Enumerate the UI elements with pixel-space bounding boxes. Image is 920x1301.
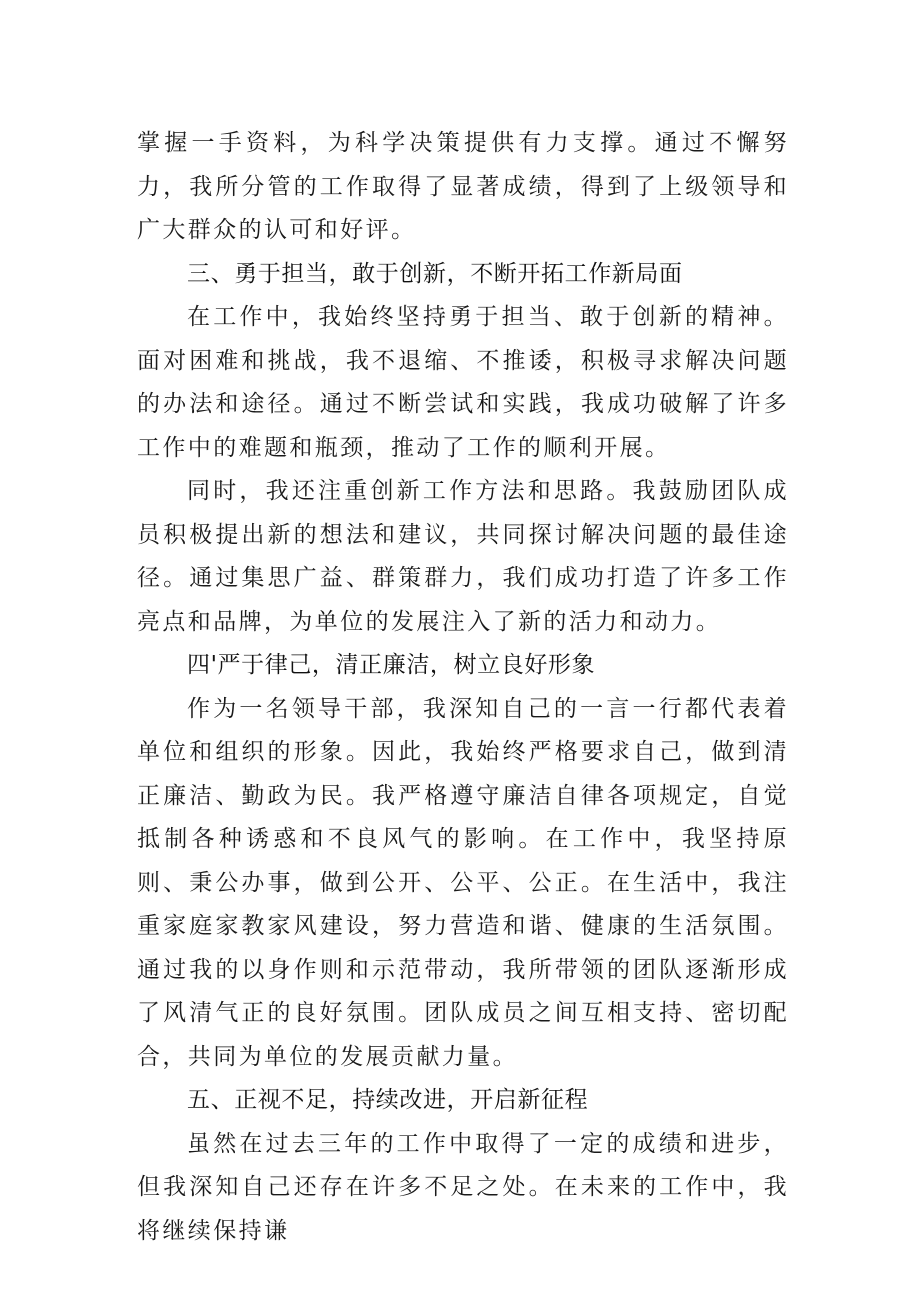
section-3-paragraph-2: 同时，我还注重创新工作方法和思路。我鼓励团队成员积极提出新的想法和建议，共同探讨解决问题的最佳途径。通过集思广益、群策群力，我们成功打造了许多工作亮点和品牌，为单位的发展注入了新的活力和动力。	[137, 478, 789, 635]
section-5-heading: 五、正视不足，持续改进，开启新征程	[187, 1087, 589, 1113]
section-4-paragraph-1: 作为一名领导干部，我深知自己的一言一行都代表着单位和组织的形象。因此，我始终严格要求自己，做到清正廉洁、勤政为民。我严格遵守廉洁自律各项规定，自觉抵制各种诱惑和不良风气的影响。在工作中，我坚持原则、秉公办事，做到公开、公平、公正。在生活中，我注重家庭家教家风建设，努力营造和谐、健康的生活氛围。通过我的以身作则和示范带动，我所带领的团队逐渐形成了风清气正的良好氛围。团队成员之间互相支持、密切配合，共同为单位的发展贡献力量。	[137, 695, 789, 1070]
section-3-heading: 三、勇于担当，敢于创新，不断开拓工作新局面	[187, 260, 683, 287]
section-4-heading: 四'严于律己，清正廉洁，树立良好形象	[187, 652, 596, 678]
section-3-paragraph-1: 在工作中，我始终坚持勇于担当、敢于创新的精神。面对困难和挑战，我不退缩、不推诿，积极寻求解决问题的办法和途径。通过不断尝试和实践，我成功破解了许多工作中的难题和瓶颈，推动了工作的顺利开展。	[137, 304, 789, 461]
section-5-paragraph-1: 虽然在过去三年的工作中取得了一定的成绩和进步，但我深知自己还存在许多不足之处。在未来的工作中，我将继续保持谦	[137, 1130, 789, 1244]
continuation-paragraph: 掌握一手资料，为科学决策提供有力支撑。通过不懈努力，我所分管的工作取得了显著成绩，得到了上级领导和广大群众的认可和好评。	[137, 130, 789, 243]
document-body	[137, 122, 789, 1253]
